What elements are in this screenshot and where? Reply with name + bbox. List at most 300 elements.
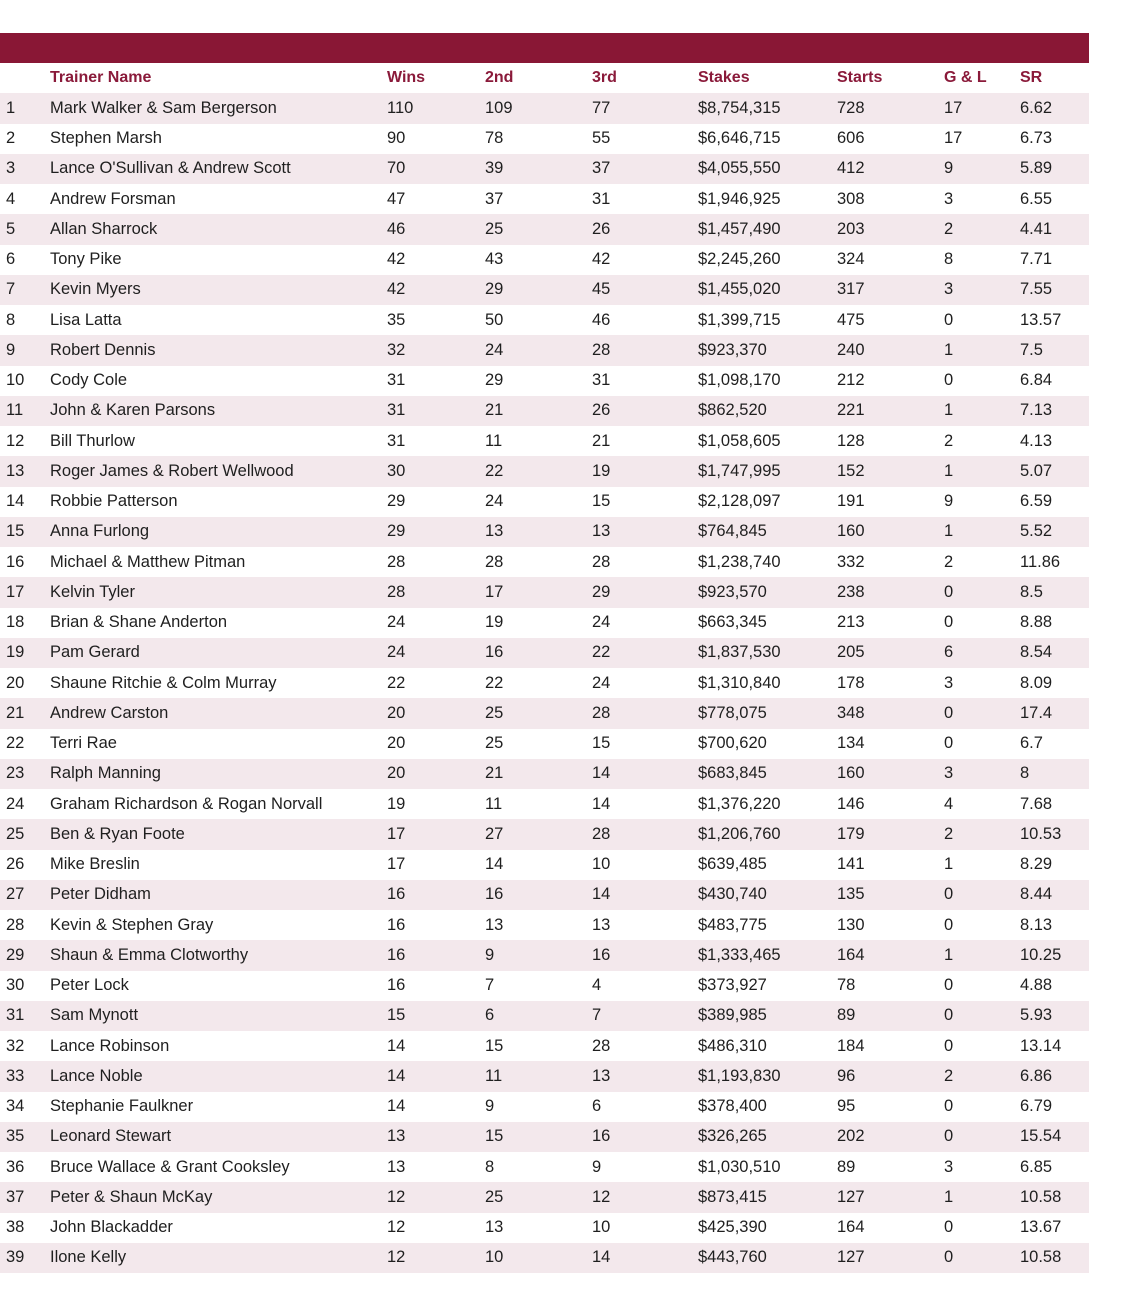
table-row	[0, 1001, 1089, 1031]
cell-trainer-name: Kelvin Tyler	[50, 577, 387, 607]
cell-second: 7	[485, 976, 495, 995]
cell-third: 21	[592, 431, 611, 450]
cell-starts: 240	[837, 335, 944, 365]
cell-third: 19	[592, 456, 698, 486]
cell-trainer-name: Kevin Myers	[50, 275, 387, 305]
cell-gl: 1	[944, 517, 1020, 547]
cell-starts: 606	[837, 129, 865, 148]
cell-starts: 475	[837, 310, 865, 329]
cell-trainer-name: Kevin & Stephen Gray	[50, 915, 214, 934]
cell-trainer-name: Stephanie Faulkner	[50, 1097, 194, 1116]
cell-rank: 27	[0, 880, 50, 910]
table-row	[0, 1213, 1089, 1243]
cell-wins: 17	[387, 819, 485, 849]
cell-sr: 11.86	[1020, 552, 1061, 571]
cell-stakes: $1,946,925	[698, 189, 781, 208]
cell-trainer-name: Bill Thurlow	[50, 431, 135, 450]
cell-wins: 12	[387, 1218, 406, 1237]
cell-rank: 39	[0, 1243, 50, 1273]
cell-rank: 3	[0, 154, 50, 184]
cell-rank: 15	[0, 517, 50, 547]
table-row	[0, 819, 1089, 849]
cell-stakes: $378,400	[698, 1097, 767, 1116]
cell-sr: 6.85	[1020, 1157, 1053, 1176]
cell-gl: 0	[944, 915, 954, 934]
cell-second: 10	[485, 1243, 592, 1273]
cell-third: 6	[592, 1097, 602, 1116]
cell-second: 13	[485, 1218, 504, 1237]
cell-starts: 127	[837, 1182, 944, 1212]
cell-stakes: $2,128,097	[698, 492, 781, 511]
table-row	[0, 1243, 1089, 1273]
table-row	[0, 880, 1089, 910]
cell-rank: 19	[0, 638, 50, 668]
cell-second: 9	[485, 1097, 495, 1116]
cell-stakes: $1,310,840	[698, 673, 781, 692]
cell-starts: 317	[837, 275, 944, 305]
cell-trainer-name: Shaune Ritchie & Colm Murray	[50, 673, 277, 692]
cell-wins: 35	[387, 310, 406, 329]
cell-wins: 42	[387, 250, 406, 269]
cell-stakes: $862,520	[698, 396, 837, 426]
cell-third: 10	[592, 855, 611, 874]
cell-starts: 134	[837, 734, 865, 753]
cell-stakes: $764,845	[698, 517, 837, 547]
cell-wins: 16	[387, 880, 485, 910]
cell-second: 21	[485, 396, 592, 426]
cell-third: 15	[592, 492, 611, 511]
table-row	[0, 698, 1089, 728]
cell-stakes: $1,455,020	[698, 275, 837, 305]
cell-gl: 0	[944, 976, 954, 995]
cell-second: 11	[485, 794, 503, 813]
table-row	[0, 275, 1089, 305]
cell-second: 27	[485, 819, 592, 849]
cell-wins: 31	[387, 396, 485, 426]
cell-third: 42	[592, 250, 611, 269]
table-row	[0, 487, 1089, 517]
cell-rank: 35	[0, 1122, 50, 1152]
cell-rank: 16	[6, 552, 25, 571]
cell-stakes: $1,030,510	[698, 1157, 781, 1176]
cell-wins: 24	[387, 638, 485, 668]
cell-third: 13	[592, 915, 611, 934]
cell-rank: 2	[6, 129, 16, 148]
cell-second: 39	[485, 154, 592, 184]
table-row	[0, 1092, 1089, 1122]
cell-wins: 19	[387, 794, 406, 813]
cell-stakes: $389,985	[698, 1001, 837, 1031]
cell-starts: 152	[837, 456, 944, 486]
cell-stakes: $4,055,550	[698, 154, 837, 184]
cell-wins: 24	[387, 613, 406, 632]
cell-starts: 130	[837, 915, 865, 934]
cell-starts: 146	[837, 794, 865, 813]
cell-gl: 0	[944, 371, 954, 390]
cell-stakes: $1,098,170	[698, 371, 781, 390]
cell-second: 14	[485, 855, 504, 874]
cell-second: 21	[485, 759, 592, 789]
cell-gl: 9	[944, 492, 954, 511]
cell-sr: 5.07	[1020, 456, 1089, 486]
cell-trainer-name: Lance Robinson	[50, 1036, 170, 1055]
cell-gl: 4	[944, 794, 954, 813]
cell-stakes: $683,845	[698, 759, 837, 789]
cell-wins: 14	[387, 1097, 406, 1116]
cell-starts: 179	[837, 819, 944, 849]
table-row	[0, 668, 1089, 698]
cell-wins: 31	[387, 371, 406, 390]
cell-wins: 20	[387, 759, 485, 789]
trainer-table-container	[0, 63, 1089, 1273]
cell-wins: 16	[387, 915, 406, 934]
cell-wins: 32	[387, 335, 485, 365]
cell-stakes: $425,390	[698, 1218, 767, 1237]
header-row	[0, 63, 1089, 93]
cell-rank: 18	[6, 613, 25, 632]
cell-wins: 70	[387, 154, 485, 184]
cell-rank: 22	[6, 734, 25, 753]
cell-gl: 0	[944, 1097, 954, 1116]
table-row	[0, 1182, 1089, 1212]
cell-starts: 412	[837, 154, 944, 184]
cell-second: 37	[485, 189, 504, 208]
cell-gl: 0	[944, 1243, 1020, 1273]
cell-rank: 36	[6, 1157, 25, 1176]
cell-sr: 6.55	[1020, 189, 1053, 208]
cell-sr: 6.79	[1020, 1097, 1053, 1116]
table-row	[0, 1122, 1089, 1152]
cell-stakes: $1,193,830	[698, 1061, 837, 1091]
cell-sr: 6.62	[1020, 93, 1089, 123]
cell-second: 11	[485, 431, 503, 450]
cell-starts: 213	[837, 613, 865, 632]
cell-trainer-name: Roger James & Robert Wellwood	[50, 456, 387, 486]
cell-trainer-name: John Blackadder	[50, 1218, 173, 1237]
cell-second: 25	[485, 698, 592, 728]
cell-third: 26	[592, 396, 698, 426]
cell-wins: 42	[387, 275, 485, 305]
col-trainer-name-header: Trainer Name	[50, 69, 152, 87]
cell-third: 28	[592, 819, 698, 849]
cell-second: 17	[485, 577, 592, 607]
cell-third: 22	[592, 638, 698, 668]
cell-third: 13	[592, 517, 698, 547]
cell-stakes: $1,747,995	[698, 456, 837, 486]
cell-third: 28	[592, 552, 611, 571]
cell-rank: 14	[6, 492, 25, 511]
cell-third: 45	[592, 275, 698, 305]
cell-starts: 308	[837, 189, 865, 208]
cell-trainer-name: Peter Didham	[50, 880, 387, 910]
cell-wins: 29	[387, 492, 406, 511]
cell-gl: 0	[944, 1218, 954, 1237]
cell-gl: 0	[944, 880, 1020, 910]
cell-gl: 0	[944, 698, 1020, 728]
cell-sr: 10.58	[1020, 1243, 1089, 1273]
cell-rank: 26	[6, 855, 25, 874]
cell-rank: 5	[0, 214, 50, 244]
cell-sr: 13.14	[1020, 1036, 1062, 1055]
cell-second: 28	[485, 552, 504, 571]
cell-stakes: $923,570	[698, 577, 837, 607]
cell-rank: 21	[0, 698, 50, 728]
cell-wins: 28	[387, 577, 485, 607]
cell-gl: 1	[944, 940, 1020, 970]
table-row	[0, 577, 1089, 607]
cell-sr: 8	[1020, 759, 1089, 789]
cell-stakes: $700,620	[698, 734, 767, 753]
cell-sr: 10.58	[1020, 1182, 1089, 1212]
cell-second: 15	[485, 1036, 504, 1055]
cell-sr: 6.86	[1020, 1061, 1089, 1091]
cell-stakes: $8,754,315	[698, 93, 837, 123]
cell-second: 15	[485, 1122, 592, 1152]
table-row	[0, 789, 1089, 819]
cell-stakes: $1,457,490	[698, 214, 837, 244]
cell-gl: 9	[944, 154, 1020, 184]
cell-rank: 30	[6, 976, 25, 995]
cell-third: 9	[592, 1157, 602, 1176]
cell-second: 29	[485, 275, 592, 305]
cell-second: 29	[485, 371, 504, 390]
cell-gl: 0	[944, 734, 954, 753]
cell-starts: 89	[837, 1157, 856, 1176]
cell-sr: 5.93	[1020, 1001, 1089, 1031]
cell-starts: 205	[837, 638, 944, 668]
col-gl-header: G & L	[944, 69, 987, 87]
cell-third: 14	[592, 1243, 698, 1273]
cell-sr: 6.59	[1020, 492, 1053, 511]
table-row	[0, 1152, 1089, 1182]
cell-trainer-name: Cody Cole	[50, 371, 128, 390]
cell-second: 25	[485, 1182, 592, 1212]
cell-third: 16	[592, 940, 698, 970]
cell-second: 16	[485, 880, 592, 910]
cell-sr: 13.67	[1020, 1218, 1062, 1237]
cell-gl: 3	[944, 759, 1020, 789]
table-row	[0, 759, 1089, 789]
cell-stakes: $1,837,530	[698, 638, 837, 668]
cell-gl: 1	[944, 855, 954, 874]
cell-stakes: $1,376,220	[698, 794, 781, 813]
cell-rank: 13	[0, 456, 50, 486]
cell-third: 26	[592, 214, 698, 244]
cell-rank: 34	[6, 1097, 25, 1116]
cell-gl: 3	[944, 673, 954, 692]
cell-stakes: $1,058,605	[698, 431, 781, 450]
cell-stakes: $6,646,715	[698, 129, 781, 148]
cell-sr: 8.44	[1020, 880, 1089, 910]
cell-third: 24	[592, 613, 611, 632]
cell-wins: 22	[387, 673, 406, 692]
cell-gl: 1	[944, 335, 1020, 365]
cell-starts: 128	[837, 431, 865, 450]
cell-trainer-name: Mike Breslin	[50, 855, 140, 874]
cell-gl: 1	[944, 396, 1020, 426]
col-starts-header: Starts	[837, 69, 883, 87]
cell-wins: 29	[387, 517, 485, 547]
table-row	[0, 426, 1089, 456]
cell-second: 8	[485, 1157, 495, 1176]
cell-wins: 12	[387, 1182, 485, 1212]
cell-wins: 90	[387, 129, 406, 148]
cell-wins: 28	[387, 552, 406, 571]
cell-stakes: $778,075	[698, 698, 837, 728]
cell-sr: 8.54	[1020, 638, 1089, 668]
cell-rank: 9	[0, 335, 50, 365]
cell-second: 22	[485, 673, 504, 692]
cell-third: 14	[592, 880, 698, 910]
cell-trainer-name: Stephen Marsh	[50, 129, 162, 148]
cell-second: 25	[485, 214, 592, 244]
table-row	[0, 93, 1089, 123]
cell-third: 77	[592, 93, 698, 123]
cell-third: 28	[592, 335, 698, 365]
cell-wins: 13	[387, 1122, 485, 1152]
cell-third: 24	[592, 673, 611, 692]
cell-gl: 2	[944, 431, 954, 450]
cell-gl: 8	[944, 250, 954, 269]
cell-second: 24	[485, 335, 592, 365]
cell-trainer-name: Michael & Matthew Pitman	[50, 552, 246, 571]
cell-second: 13	[485, 915, 504, 934]
cell-trainer-name: Tony Pike	[50, 250, 122, 269]
cell-sr: 10.25	[1020, 940, 1089, 970]
cell-third: 55	[592, 129, 611, 148]
cell-stakes: $1,333,465	[698, 940, 837, 970]
col-rank-header	[0, 63, 50, 93]
table-row	[0, 940, 1089, 970]
cell-rank: 33	[0, 1061, 50, 1091]
table-row	[0, 154, 1089, 184]
cell-sr: 7.68	[1020, 794, 1053, 813]
cell-gl: 1	[944, 456, 1020, 486]
cell-stakes: $873,415	[698, 1182, 837, 1212]
cell-rank: 17	[0, 577, 50, 607]
cell-wins: 20	[387, 698, 485, 728]
cell-second: 109	[485, 93, 592, 123]
cell-starts: 96	[837, 1061, 944, 1091]
cell-starts: 89	[837, 1001, 944, 1031]
cell-trainer-name: Shaun & Emma Clotworthy	[50, 940, 387, 970]
cell-trainer-name: Bruce Wallace & Grant Cooksley	[50, 1157, 290, 1176]
cell-wins: 13	[387, 1157, 406, 1176]
cell-third: 31	[592, 189, 611, 208]
cell-third: 29	[592, 577, 698, 607]
cell-wins: 46	[387, 214, 485, 244]
table-row	[0, 245, 1089, 275]
table-row	[0, 608, 1089, 638]
cell-starts: 164	[837, 940, 944, 970]
cell-trainer-name: Andrew Forsman	[50, 189, 176, 208]
cell-trainer-name: Peter & Shaun McKay	[50, 1182, 387, 1212]
cell-sr: 4.13	[1020, 431, 1053, 450]
table-row	[0, 396, 1089, 426]
cell-gl: 3	[944, 189, 954, 208]
cell-stakes: $326,265	[698, 1122, 837, 1152]
table-row	[0, 305, 1089, 335]
cell-sr: 13.57	[1020, 310, 1062, 329]
cell-stakes: $923,370	[698, 335, 837, 365]
cell-gl: 6	[944, 638, 1020, 668]
cell-stakes: $1,238,740	[698, 552, 781, 571]
cell-sr: 5.89	[1020, 154, 1089, 184]
cell-starts: 141	[837, 855, 865, 874]
cell-rank: 29	[0, 940, 50, 970]
table-row	[0, 1061, 1089, 1091]
cell-third: 13	[592, 1061, 698, 1091]
cell-third: 4	[592, 976, 602, 995]
cell-gl: 2	[944, 552, 954, 571]
cell-rank: 24	[6, 794, 25, 813]
cell-stakes: $2,245,260	[698, 250, 781, 269]
col-sr-header: SR	[1020, 69, 1043, 87]
cell-sr: 10.53	[1020, 819, 1089, 849]
cell-trainer-name: Graham Richardson & Rogan Norvall	[50, 794, 323, 813]
cell-third: 16	[592, 1122, 698, 1152]
cell-starts: 191	[837, 492, 865, 511]
cell-rank: 32	[6, 1036, 25, 1055]
cell-wins: 20	[387, 734, 406, 753]
cell-gl: 0	[944, 310, 954, 329]
cell-trainer-name: Robert Dennis	[50, 335, 387, 365]
cell-trainer-name: Leonard Stewart	[50, 1122, 387, 1152]
cell-trainer-name: Terri Rae	[50, 734, 117, 753]
cell-starts: 127	[837, 1243, 944, 1273]
cell-rank: 12	[6, 431, 25, 450]
cell-trainer-name: Ralph Manning	[50, 759, 387, 789]
cell-wins: 16	[387, 976, 406, 995]
cell-stakes: $663,345	[698, 613, 767, 632]
cell-starts: 332	[837, 552, 865, 571]
cell-second: 6	[485, 1001, 592, 1031]
cell-wins: 31	[387, 431, 406, 450]
cell-starts: 95	[837, 1097, 856, 1116]
cell-gl: 0	[944, 1122, 1020, 1152]
cell-trainer-name: Brian & Shane Anderton	[50, 613, 228, 632]
col-wins-header: Wins	[387, 69, 426, 87]
cell-stakes: $639,485	[698, 855, 767, 874]
cell-starts: 221	[837, 396, 944, 426]
col-second-header: 2nd	[485, 69, 514, 87]
cell-trainer-name: Lisa Latta	[50, 310, 122, 329]
cell-sr: 8.88	[1020, 613, 1053, 632]
cell-gl: 2	[944, 1061, 1020, 1091]
table-body	[0, 93, 1089, 1273]
cell-third: 14	[592, 794, 611, 813]
cell-trainer-name: Peter Lock	[50, 976, 129, 995]
cell-starts: 160	[837, 517, 944, 547]
cell-trainer-name: Lance O'Sullivan & Andrew Scott	[50, 154, 387, 184]
cell-sr: 17.4	[1020, 698, 1089, 728]
cell-sr: 6.7	[1020, 734, 1043, 753]
cell-wins: 14	[387, 1061, 485, 1091]
cell-stakes: $1,399,715	[698, 310, 781, 329]
cell-rank: 1	[0, 93, 50, 123]
cell-sr: 8.13	[1020, 915, 1053, 934]
cell-starts: 164	[837, 1218, 865, 1237]
cell-trainer-name: Allan Sharrock	[50, 214, 387, 244]
cell-trainer-name: Ben & Ryan Foote	[50, 819, 387, 849]
cell-gl: 0	[944, 1001, 1020, 1031]
cell-stakes: $373,927	[698, 976, 767, 995]
header-banner	[0, 33, 1089, 63]
cell-starts: 238	[837, 577, 944, 607]
cell-sr: 4.88	[1020, 976, 1053, 995]
table-row	[0, 335, 1089, 365]
table-row	[0, 517, 1089, 547]
